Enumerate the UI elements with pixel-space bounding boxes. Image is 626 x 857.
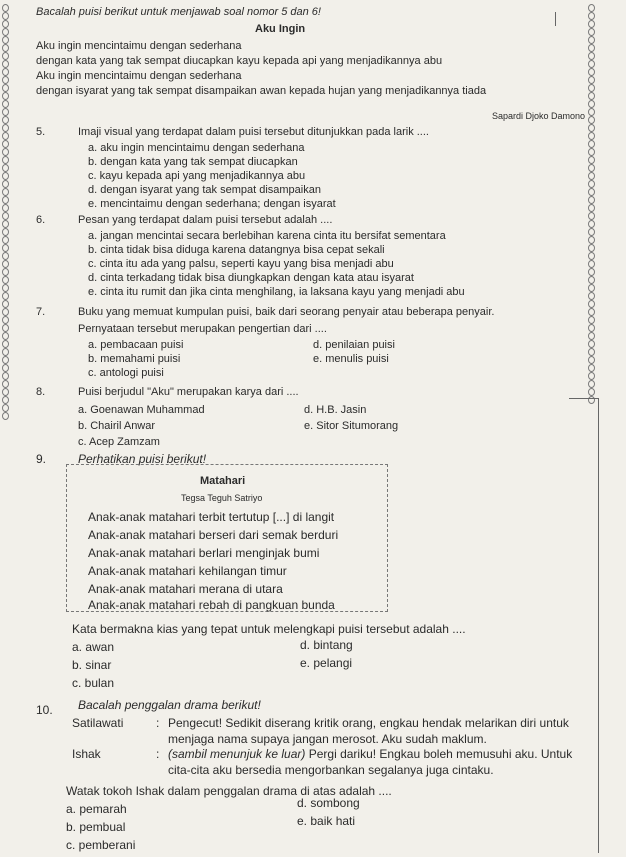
answer-option: a. pembacaan puisi [88, 339, 184, 351]
binding-ring [588, 36, 595, 44]
binding-ring [2, 356, 9, 364]
binding-ring [2, 108, 9, 116]
drama-speaker: Ishak [72, 747, 101, 761]
poem-line: Anak-anak matahari berlari menginjak bumi [88, 546, 320, 560]
question-text: Perhatikan puisi berikut! [78, 452, 207, 466]
binding-ring [588, 196, 595, 204]
poem-line: Aku ingin mencintaimu dengan sederhana [36, 70, 242, 82]
binding-ring [588, 148, 595, 156]
question-number: 10. [36, 703, 53, 717]
binding-ring [588, 116, 595, 124]
question-text: Bacalah penggalan drama berikut! [78, 698, 261, 712]
answer-option: a. jangan mencintai secara berlebihan karena cinta itu bersifat sementara [88, 230, 446, 242]
drama-colon: : [156, 747, 160, 761]
answer-option: d. cinta terkadang tidak bisa diungkapkan dengan kata atau isyarat [88, 272, 414, 284]
poem-line: Aku ingin mencintaimu dengan sederhana [36, 40, 242, 52]
binding-ring [588, 92, 595, 100]
poem-line: Anak-anak matahari kehilangan timur [88, 564, 287, 578]
answer-option: d. sombong [297, 796, 360, 810]
binding-ring [588, 244, 595, 252]
binding-ring [588, 284, 595, 292]
binding-ring [2, 220, 9, 228]
binding-ring [588, 228, 595, 236]
answer-option: e. cinta itu rumit dan jika cinta menghilang, ia laksana kayu yang menjadi abu [88, 286, 465, 298]
binding-ring [2, 404, 9, 412]
drama-dialogue: Pengecut! Sedikit diserang kritik orang, engkau hendak melarikan diri untuk [168, 716, 569, 730]
question-text: Imaji visual yang terdapat dalam puisi tersebut ditunjukkan pada larik .... [78, 126, 429, 138]
binding-ring [588, 44, 595, 52]
stage-direction: (sambil menunjuk ke luar) [168, 747, 306, 761]
binding-ring [2, 332, 9, 340]
binding-ring [2, 4, 9, 12]
binding-ring [588, 356, 595, 364]
binding-ring [588, 28, 595, 36]
poem-line: Anak-anak matahari rebah di pangkuan bunda [88, 598, 335, 612]
answer-option: c. kayu kepada api yang menjadikannya abu [88, 170, 306, 182]
answer-option: c. pemberani [66, 838, 136, 852]
question-number: 7. [36, 306, 46, 318]
binding-ring [588, 388, 595, 396]
binding-ring [588, 132, 595, 140]
binding-ring [2, 84, 9, 92]
binding-ring [2, 412, 9, 420]
answer-option: d. bintang [300, 638, 353, 652]
poem-title: Aku Ingin [255, 23, 306, 35]
binding-ring [588, 268, 595, 276]
binding-ring [2, 12, 9, 20]
binding-ring [2, 396, 9, 404]
binding-ring [2, 388, 9, 396]
binding-ring [588, 220, 595, 228]
binding-ring [2, 236, 9, 244]
binding-ring [2, 244, 9, 252]
poem-title: Matahari [200, 475, 246, 487]
binding-ring [588, 52, 595, 60]
binding-ring [2, 36, 9, 44]
binding-ring [2, 164, 9, 172]
instruction: Bacalah puisi berikut untuk menjawab soal nomor 5 dan 6! [36, 6, 321, 18]
answer-option: b. sinar [72, 658, 112, 672]
answer-option: b. pembual [66, 820, 126, 834]
binding-ring [588, 164, 595, 172]
drama-colon: : [156, 716, 160, 730]
question-text: Pesan yang terdapat dalam puisi tersebut adalah .... [78, 214, 333, 226]
binding-ring [588, 316, 595, 324]
binding-ring [588, 12, 595, 20]
answer-option: c. bulan [72, 676, 115, 690]
question-number: 8. [36, 386, 46, 398]
binding-ring [2, 204, 9, 212]
binding-ring [588, 364, 595, 372]
binding-ring [588, 108, 595, 116]
poem-line: Anak-anak matahari terbit tertutup [...] di langit [88, 510, 335, 524]
binding-ring [2, 252, 9, 260]
answer-option: c. cinta itu ada yang palsu, seperti kayu yang bisa menjadi abu [88, 258, 394, 270]
binding-ring [2, 324, 9, 332]
answer-option: e. mencintaimu dengan sederhana; dengan isyarat [88, 198, 336, 210]
binding-ring [588, 324, 595, 332]
question-text: Kata bermakna kias yang tepat untuk melengkapi puisi tersebut adalah .... [72, 622, 466, 636]
binding-ring [2, 284, 9, 292]
answer-option: b. memahami puisi [88, 353, 181, 365]
binding-ring [2, 60, 9, 68]
binding-ring [2, 292, 9, 300]
binding-ring [2, 212, 9, 220]
binding-ring [588, 300, 595, 308]
binding-ring [588, 340, 595, 348]
answer-option: d. H.B. Jasin [304, 404, 367, 416]
binding-ring [2, 340, 9, 348]
binding-ring [2, 124, 9, 132]
drama-dialogue-text: Pergi dariku! Engkau boleh memusuhi aku. Untuk [305, 747, 573, 761]
binding-ring [2, 20, 9, 28]
binding-ring [588, 236, 595, 244]
binding-ring [2, 68, 9, 76]
binding-ring [2, 140, 9, 148]
binding-ring [588, 212, 595, 220]
binding-ring [2, 52, 9, 60]
question-number: 6. [36, 214, 46, 226]
binding-ring [588, 100, 595, 108]
poem-line: Anak-anak matahari berseri dari semak berduri [88, 528, 339, 542]
frame-line [598, 398, 599, 853]
drama-speaker: Satilawati [72, 716, 124, 730]
binding-ring [2, 308, 9, 316]
poem-line: dengan isyarat yang tak sempat disampaikan awan kepada hujan yang menjadikannya tiada [36, 85, 487, 97]
binding-ring [2, 132, 9, 140]
binding-ring [2, 228, 9, 236]
binding-ring [2, 364, 9, 372]
binding-ring [588, 20, 595, 28]
binding-ring [588, 60, 595, 68]
binding-ring [2, 276, 9, 284]
drama-dialogue [168, 747, 572, 762]
binding-ring [2, 300, 9, 308]
poem-author: Sapardi Djoko Damono [492, 111, 586, 121]
poem-line: Anak-anak matahari merana di utara [88, 582, 283, 596]
binding-ring [2, 188, 9, 196]
binding-ring [2, 260, 9, 268]
answer-option: a. Goenawan Muhammad [78, 404, 205, 416]
answer-option: e. Sitor Situmorang [304, 420, 399, 432]
binding-ring [2, 28, 9, 36]
binding-ring [2, 196, 9, 204]
answer-option: d. dengan isyarat yang tak sempat disampaikan [88, 184, 321, 196]
binding-ring [588, 308, 595, 316]
binding-ring [588, 156, 595, 164]
binding-ring [2, 268, 9, 276]
binding-ring [588, 68, 595, 76]
frame-line [569, 398, 599, 399]
binding-ring [2, 316, 9, 324]
binding-ring [588, 76, 595, 84]
binding-ring [2, 100, 9, 108]
poem-author: Tegsa Teguh Satriyo [181, 493, 263, 503]
binding-ring [588, 188, 595, 196]
binding-ring [2, 180, 9, 188]
binding-ring [588, 4, 595, 12]
binding-ring [588, 252, 595, 260]
binding-ring [2, 348, 9, 356]
drama-dialogue: menjaga nama supaya jangan merosot. Aku sudah maklum. [168, 732, 487, 746]
answer-option: c. Acep Zamzam [78, 436, 160, 448]
answer-option: a. aku ingin mencintaimu dengan sederhana [88, 142, 305, 154]
binding-ring [588, 348, 595, 356]
binding-ring [588, 172, 595, 180]
poem-line: dengan kata yang tak sempat diucapkan kayu kepada api yang menjadikannya abu [36, 55, 443, 67]
answer-option: a. pemarah [66, 802, 127, 816]
question-text: Buku yang memuat kumpulan puisi, baik dari seorang penyair atau beberapa penyair. [78, 306, 495, 318]
answer-option: e. pelangi [300, 656, 353, 670]
question-number: 5. [36, 126, 46, 138]
binding-ring [2, 44, 9, 52]
binding-ring [588, 276, 595, 284]
binding-ring [2, 380, 9, 388]
binding-ring [2, 156, 9, 164]
binding-ring [2, 172, 9, 180]
drama-dialogue: cita-cita aku bersedia mengorbankan segalanya juga cintaku. [168, 763, 494, 777]
binding-ring [2, 76, 9, 84]
answer-option: e. baik hati [297, 814, 356, 828]
answer-option: b. dengan kata yang tak sempat diucapkan [88, 156, 298, 168]
binding-ring [588, 124, 595, 132]
answer-option: d. penilaian puisi [313, 339, 395, 351]
answer-option: e. menulis puisi [313, 353, 389, 365]
question-text: Watak tokoh Ishak dalam penggalan drama di atas adalah .... [66, 784, 392, 798]
frame-line [555, 12, 556, 26]
binding-ring [588, 140, 595, 148]
binding-ring [588, 380, 595, 388]
answer-option: b. cinta tidak bisa diduga karena datangnya bisa cepat sekali [88, 244, 385, 256]
question-text: Puisi berjudul "Aku" merupakan karya dari .... [78, 386, 299, 398]
binding-ring [588, 332, 595, 340]
answer-option: b. Chairil Anwar [78, 420, 156, 432]
question-number: 9. [36, 452, 47, 466]
binding-ring [588, 292, 595, 300]
answer-option: a. awan [72, 640, 115, 654]
binding-ring [588, 260, 595, 268]
answer-option: c. antologi puisi [88, 367, 164, 379]
binding-ring [588, 84, 595, 92]
binding-ring [2, 148, 9, 156]
question-text: Pernyataan tersebut merupakan pengertian dari .... [78, 323, 327, 335]
binding-ring [588, 372, 595, 380]
binding-ring [588, 180, 595, 188]
binding-ring [2, 372, 9, 380]
binding-ring [2, 92, 9, 100]
binding-ring [588, 204, 595, 212]
binding-ring [2, 116, 9, 124]
